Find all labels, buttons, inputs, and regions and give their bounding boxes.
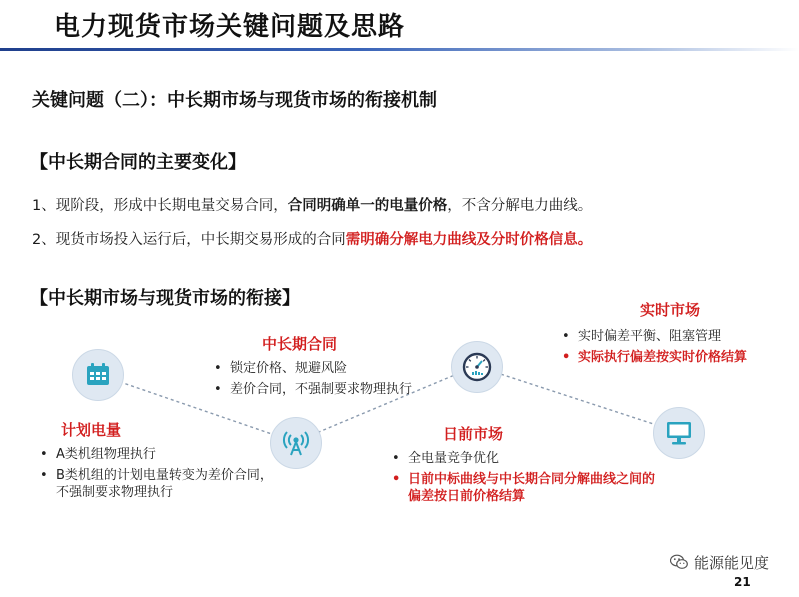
section-heading-market-linkage: 【中长期市场与现货市场的衔接】 [30, 288, 300, 309]
point-2-highlight: 需明确分解电力曲线及分时价格信息。 [345, 232, 593, 248]
dayahead-node-list [388, 450, 658, 509]
plan-node-list [36, 446, 276, 505]
monitor-icon [665, 420, 693, 446]
slide-title: 电力现货市场关键问题及思路 [54, 12, 406, 42]
dayahead-item-1: • 全电量竞争优化 [388, 450, 658, 467]
slide-subtitle: 关键问题（二）：中长期市场与现货市场的衔接机制 [32, 90, 437, 111]
plan-item-2: • B类机组的计划电量转变为差价合同，不强制要求物理执行 [36, 467, 276, 501]
realtime-node-list [558, 328, 794, 370]
source-watermark [670, 552, 769, 573]
page-number: 21 [734, 575, 751, 589]
section-heading-contract-changes: 【中长期合同的主要变化】 [30, 152, 246, 173]
gauge-icon [461, 351, 493, 383]
point-2-prefix: 2、现货市场投入运行后，中长期交易形成的合同 [32, 232, 346, 248]
midlong-item-1: • 锁定价格、规避风险 [210, 360, 415, 377]
calendar-icon [85, 362, 111, 388]
midlong-node-title: 中长期合同 [262, 335, 338, 353]
midlong-node-list [210, 360, 415, 402]
dayahead-node-circle [451, 341, 503, 393]
realtime-node-circle [653, 407, 705, 459]
point-1-suffix: ，不含分解电力曲线。 [447, 198, 593, 214]
broadcast-tower-icon [282, 429, 310, 457]
plan-item-1: • A类机组物理执行 [36, 446, 276, 463]
plan-node-title: 计划电量 [61, 421, 122, 439]
point-1-prefix: 1、现阶段，形成中长期电量交易合同， [32, 198, 288, 214]
source-name: 能源能见度 [693, 554, 769, 572]
wechat-icon [670, 554, 688, 570]
midlong-item-2: • 差价合同，不强制要求物理执行 [210, 381, 415, 398]
plan-node-circle [72, 349, 124, 401]
dayahead-node-title: 日前市场 [443, 425, 504, 443]
realtime-item-1: • 实时偏差平衡、阻塞管理 [558, 328, 794, 345]
midlong-node-circle [270, 417, 322, 469]
realtime-node-title: 实时市场 [640, 301, 701, 319]
realtime-item-2: • 实际执行偏差按实时价格结算 [558, 349, 794, 366]
dayahead-item-2: • 日前中标曲线与中长期合同分解曲线之间的偏差按日前价格结算 [388, 471, 658, 505]
point-1-bold: 合同明确单一的电量价格 [287, 198, 448, 214]
